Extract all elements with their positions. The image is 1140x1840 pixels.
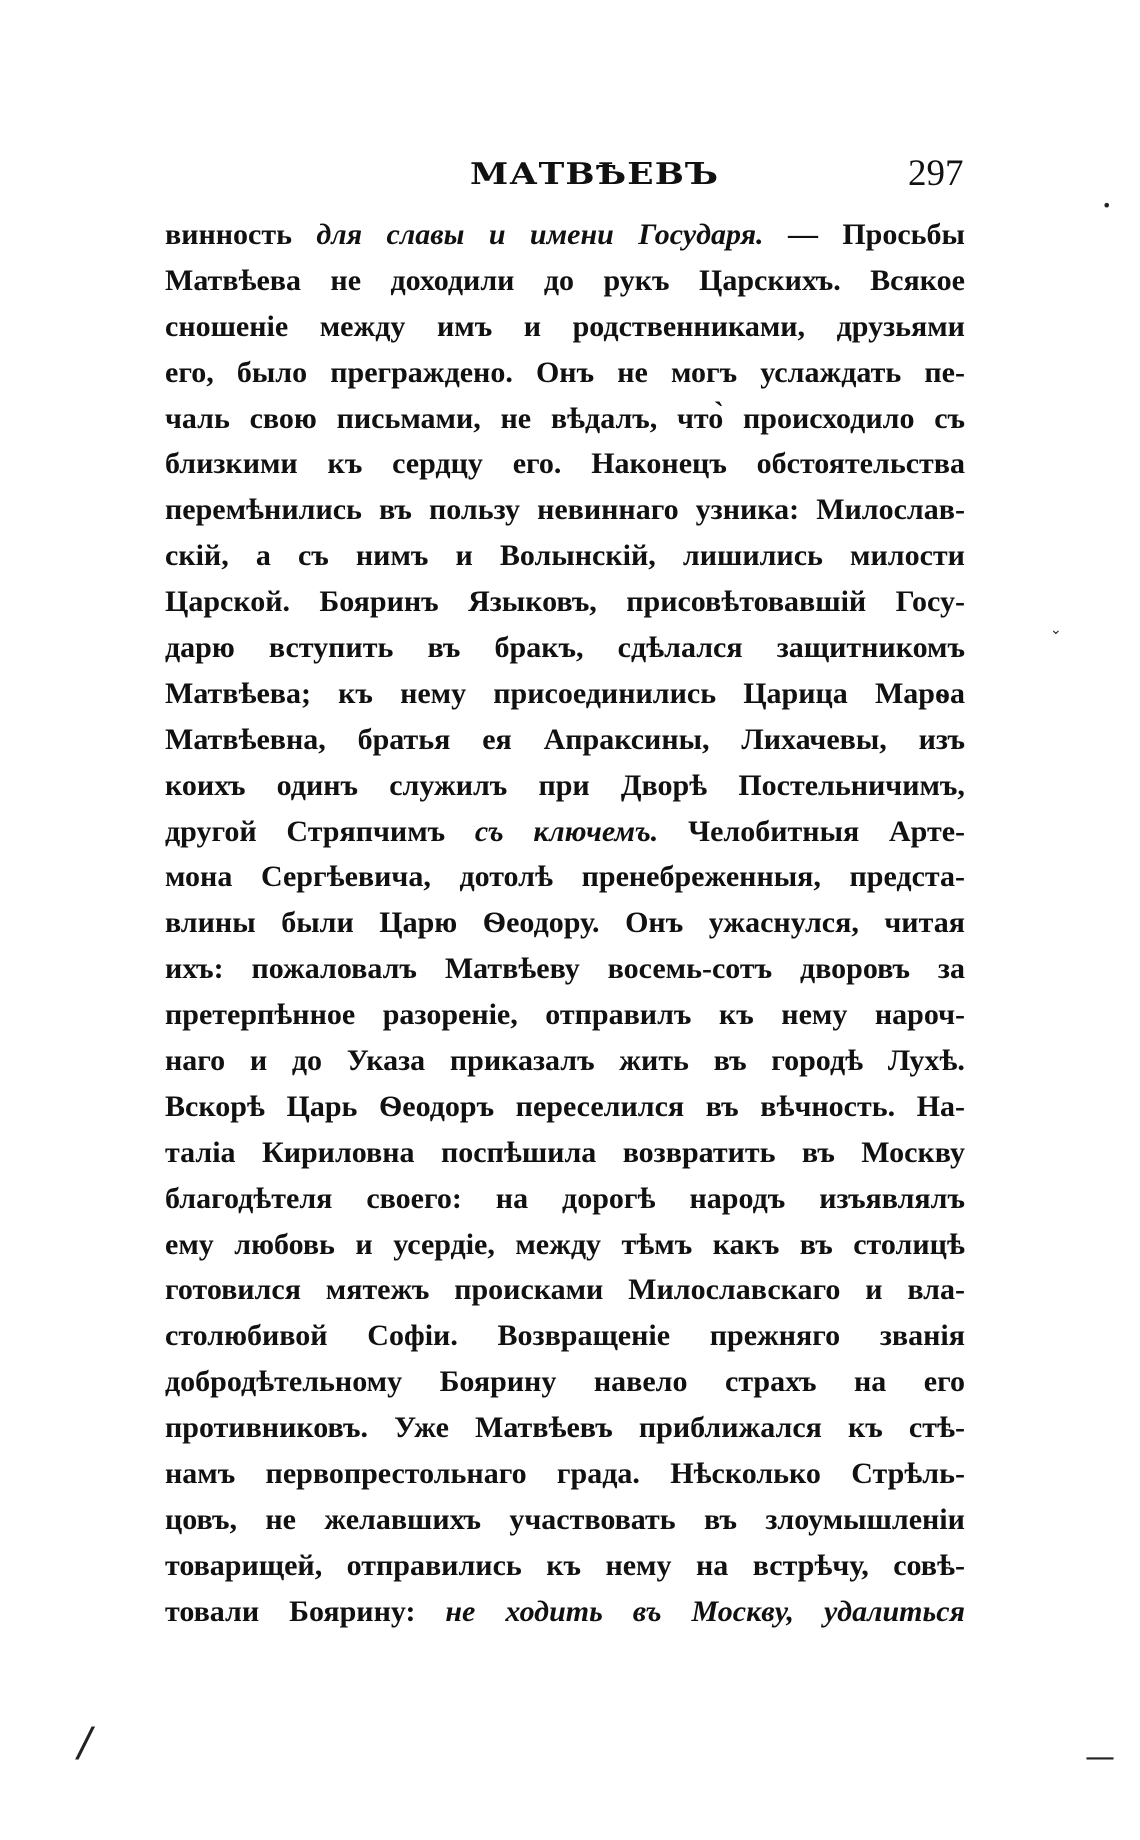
word: и: [455, 539, 473, 573]
word: рукъ: [603, 263, 670, 297]
word: на: [853, 1365, 887, 1399]
word: Волынскій,: [499, 539, 656, 573]
word: вступить: [268, 631, 394, 665]
word: страхъ: [725, 1365, 817, 1399]
text-line: [165, 533, 965, 579]
word: перемѣнились: [165, 493, 362, 527]
text-line: [165, 1313, 965, 1359]
word: Госу-: [895, 585, 965, 619]
word: мона: [165, 860, 233, 894]
word: и: [488, 218, 506, 251]
word: невиннаго: [537, 493, 679, 527]
word: переселился: [515, 1089, 685, 1123]
word: присовѣтовавшій: [626, 585, 867, 619]
word: въ: [801, 1135, 835, 1169]
word: мятежъ: [325, 1273, 430, 1307]
word: благодѣтеля: [165, 1181, 333, 1215]
word: скій,: [165, 539, 229, 573]
word: стѣ-: [908, 1411, 965, 1445]
text-line: [165, 900, 965, 946]
word: Просьбы: [842, 218, 965, 251]
text-line: [165, 809, 965, 855]
word: близкими: [165, 447, 298, 481]
word: Ѳеодоръ: [378, 1089, 495, 1123]
text-line: [165, 717, 965, 763]
word: тѣмъ: [621, 1227, 693, 1261]
text-line: [165, 763, 965, 809]
stray-slash-mark: /: [78, 1720, 92, 1766]
word: Милославскаго: [628, 1273, 841, 1307]
word: въ: [632, 1594, 662, 1628]
word: Вскорѣ: [165, 1089, 265, 1123]
word: имени: [529, 218, 614, 251]
word: готовился: [165, 1273, 301, 1307]
word: и: [523, 309, 542, 343]
word: пе-: [924, 355, 965, 389]
word: Сергѣевича,: [260, 860, 431, 894]
word: другой: [165, 814, 257, 848]
word: не: [445, 1594, 476, 1628]
word: не: [330, 263, 362, 297]
text-line: [165, 1405, 965, 1451]
word: въ: [378, 493, 412, 527]
word: нимъ: [355, 539, 429, 573]
word: Царь: [286, 1089, 358, 1123]
word: вѣдалъ,: [550, 401, 658, 435]
word: добродѣтельному: [165, 1365, 403, 1399]
stray-tick-mark: ⌄: [1050, 622, 1062, 638]
word: влины: [165, 906, 256, 940]
word: ему: [165, 1227, 214, 1261]
word: преграждено.: [330, 355, 513, 389]
word: усердіе,: [393, 1227, 495, 1261]
word: Матвѣева;: [165, 676, 311, 710]
word: было: [236, 355, 308, 389]
word: винность: [165, 218, 292, 251]
word: а: [255, 539, 271, 573]
word: нему: [781, 998, 848, 1032]
word: Арте-: [889, 814, 965, 848]
running-head: МАТВѢЕВЪ: [470, 157, 720, 192]
word: Лухѣ.: [887, 1044, 965, 1078]
word: милости: [850, 539, 965, 573]
word: прежняго: [709, 1319, 841, 1353]
word: братья: [357, 722, 451, 756]
word: сердцу: [392, 447, 483, 481]
word: Кириловна: [261, 1135, 415, 1169]
word: Софіи.: [367, 1319, 458, 1353]
word: не: [265, 1502, 296, 1536]
word: удалиться: [823, 1594, 965, 1628]
word: ходить: [505, 1594, 603, 1628]
text-line: [165, 1589, 965, 1635]
text-line: [165, 1359, 965, 1405]
word: въ: [704, 1502, 737, 1536]
word: дворовъ: [799, 952, 911, 986]
text-line: [165, 487, 965, 533]
word: между: [319, 309, 406, 343]
word: въ: [427, 631, 461, 665]
word: На-: [916, 1089, 965, 1123]
word: къ: [338, 676, 373, 710]
word: Бояринъ: [319, 585, 439, 619]
text-line: [165, 258, 965, 304]
word: Марѳа: [874, 676, 965, 710]
word: узника:: [695, 493, 800, 527]
word: Наконецъ: [591, 447, 727, 481]
word: къ: [848, 1411, 883, 1445]
word: ея: [482, 722, 512, 756]
word: Указа: [346, 1044, 426, 1078]
word: отправились: [346, 1548, 522, 1582]
word: на: [495, 1181, 529, 1215]
word: и: [355, 1227, 373, 1261]
word: отправилъ: [545, 998, 692, 1032]
text-line: [165, 1176, 965, 1222]
word: Уже: [394, 1411, 449, 1445]
word: имъ: [436, 309, 493, 343]
word: изъявлялъ: [819, 1181, 965, 1215]
word: нему: [400, 676, 467, 710]
word: за: [937, 952, 965, 986]
word: Ѳеодору.: [482, 906, 600, 940]
text-line: [165, 1543, 965, 1589]
word: происками: [454, 1273, 604, 1307]
word: къ: [546, 1548, 581, 1582]
word: не: [500, 401, 532, 435]
word: участвовать: [509, 1502, 676, 1536]
word: любовь: [234, 1227, 335, 1261]
word: Нѣсколько: [670, 1457, 821, 1491]
text-line: [165, 579, 965, 625]
word: товарищей,: [165, 1548, 323, 1582]
word: пользу: [428, 493, 520, 527]
word: встрѣчу,: [752, 1548, 869, 1582]
word: народъ: [689, 1181, 786, 1215]
word: Постельничимъ,: [738, 768, 965, 802]
text-line: [165, 625, 965, 671]
word: родственниками,: [572, 309, 806, 343]
word: Языковъ,: [468, 585, 597, 619]
word: въ: [799, 1227, 833, 1261]
word: дотолѣ: [459, 860, 553, 894]
word: доходили: [390, 263, 515, 297]
word: коихъ: [165, 768, 246, 802]
text-line: [165, 946, 965, 992]
text-line: [165, 992, 965, 1038]
word: присоединились: [493, 676, 717, 710]
word: Возвращеніе: [497, 1319, 671, 1353]
word: Стряпчимъ: [286, 814, 446, 848]
word: до: [291, 1044, 323, 1078]
word: служилъ: [389, 768, 508, 802]
word: Дворѣ: [620, 768, 708, 802]
word: письмами,: [336, 401, 481, 435]
word: вла-: [907, 1273, 965, 1307]
text-line: [165, 441, 965, 487]
word: что̀: [677, 401, 724, 435]
word: свою: [249, 401, 317, 435]
word: возвратить: [622, 1135, 776, 1169]
word: въ: [713, 1044, 747, 1078]
word: разореніе,: [382, 998, 518, 1032]
word: нему: [605, 1548, 672, 1582]
word: друзьями: [836, 309, 965, 343]
word: званія: [879, 1319, 965, 1353]
word: града.: [556, 1457, 640, 1491]
word: его: [923, 1365, 965, 1399]
stray-dot-mark: •: [1102, 196, 1112, 215]
word: наго: [165, 1044, 226, 1078]
body-text: [165, 212, 965, 1635]
word: товали: [165, 1594, 260, 1628]
word: на: [695, 1548, 729, 1582]
word: приближался: [638, 1411, 822, 1445]
word: первопрестольнаго: [265, 1457, 527, 1491]
word: Царю: [379, 906, 458, 940]
word: происходило: [743, 401, 915, 435]
word: Онъ: [625, 906, 684, 940]
word: Челобитныя: [688, 814, 860, 848]
word: въ: [705, 1089, 739, 1123]
word: поспѣшила: [440, 1135, 597, 1169]
word: бракъ,: [494, 631, 584, 665]
word: —: [787, 218, 818, 251]
word: между: [515, 1227, 602, 1261]
word: восемь-сотъ: [607, 952, 773, 986]
word: одинъ: [276, 768, 359, 802]
stray-dash-mark: —: [1085, 1740, 1115, 1775]
word: претерпѣнное: [165, 998, 356, 1032]
text-line: [165, 1038, 965, 1084]
word: столицѣ: [853, 1227, 965, 1261]
word: Москву,: [691, 1594, 795, 1628]
word: какъ: [712, 1227, 780, 1261]
word: услаждать: [760, 355, 902, 389]
word: лишились: [682, 539, 823, 573]
word: пожаловалъ: [251, 952, 417, 986]
word: и: [249, 1044, 268, 1078]
word: Матвѣевъ: [475, 1411, 613, 1445]
text-line: [165, 1497, 965, 1543]
word: и: [865, 1273, 883, 1307]
word: приказалъ: [449, 1044, 595, 1078]
word: Царской.: [165, 585, 291, 619]
word: городѣ: [771, 1044, 864, 1078]
word: съ: [474, 814, 504, 848]
word: Государя.: [638, 218, 764, 251]
page-number: 297: [908, 153, 964, 194]
word: ключемъ.: [533, 814, 659, 848]
word: Боярину:: [289, 1594, 416, 1628]
word: жить: [619, 1044, 689, 1078]
word: вѣчность.: [760, 1089, 896, 1123]
word: противниковъ.: [165, 1411, 368, 1445]
word: при: [538, 768, 590, 802]
word: Матвѣеву: [444, 952, 580, 986]
word: Царица: [743, 676, 848, 710]
word: предста-: [849, 860, 965, 894]
word: сдѣлался: [617, 631, 743, 665]
word: къ: [718, 998, 754, 1032]
word: не: [617, 355, 648, 389]
text-line: [165, 1451, 965, 1497]
text-line: [165, 1130, 965, 1176]
word: защитникомъ: [776, 631, 965, 665]
word: для: [316, 218, 363, 251]
word: злоумышленіи: [765, 1502, 965, 1536]
text-line: [165, 1267, 965, 1313]
word: навело: [593, 1365, 688, 1399]
word: своего:: [366, 1181, 462, 1215]
word: Матвѣева: [165, 263, 301, 297]
word: дарю: [165, 631, 235, 665]
word: Стрѣль-: [851, 1457, 965, 1491]
word: до: [543, 263, 575, 297]
text-line: [165, 396, 965, 442]
word: его.: [512, 447, 562, 481]
text-line: [165, 304, 965, 350]
word: Царскихъ.: [698, 263, 841, 297]
word: Боярину: [439, 1365, 557, 1399]
word: таліа: [165, 1135, 236, 1169]
word: съ: [297, 539, 329, 573]
word: Москву: [861, 1135, 965, 1169]
word: Матвѣевна,: [165, 722, 326, 756]
word: Всякое: [870, 263, 965, 297]
text-line: [165, 854, 965, 900]
word: Апраксины,: [543, 722, 710, 756]
word: чаль: [165, 401, 230, 435]
word: пренебреженныя,: [581, 860, 821, 894]
text-line: [165, 1222, 965, 1268]
word: сношеніе: [165, 309, 289, 343]
word: изъ: [918, 722, 965, 756]
word: къ: [327, 447, 363, 481]
word: Милослав-: [816, 493, 965, 527]
word: совѣ-: [893, 1548, 965, 1582]
text-line: [165, 350, 965, 396]
word: цовъ,: [165, 1502, 237, 1536]
word: славы: [386, 218, 465, 251]
word: желавшихъ: [324, 1502, 482, 1536]
word: обстоятельства: [756, 447, 965, 481]
word: дорогѣ: [562, 1181, 656, 1215]
word: столюбивой: [165, 1319, 328, 1353]
text-line: [165, 1084, 965, 1130]
word: были: [281, 906, 354, 940]
word: Лихачевы,: [741, 722, 887, 756]
word: намъ: [165, 1457, 236, 1491]
word: съ: [934, 401, 965, 435]
text-line: [165, 671, 965, 717]
text-line: [165, 212, 965, 258]
word: ихъ:: [165, 952, 224, 986]
word: читая: [884, 906, 965, 940]
word: могъ: [670, 355, 738, 389]
word: ужаснулся,: [708, 906, 859, 940]
word: Онъ: [535, 355, 595, 389]
word: его,: [165, 355, 214, 389]
word: нароч-: [874, 998, 965, 1032]
